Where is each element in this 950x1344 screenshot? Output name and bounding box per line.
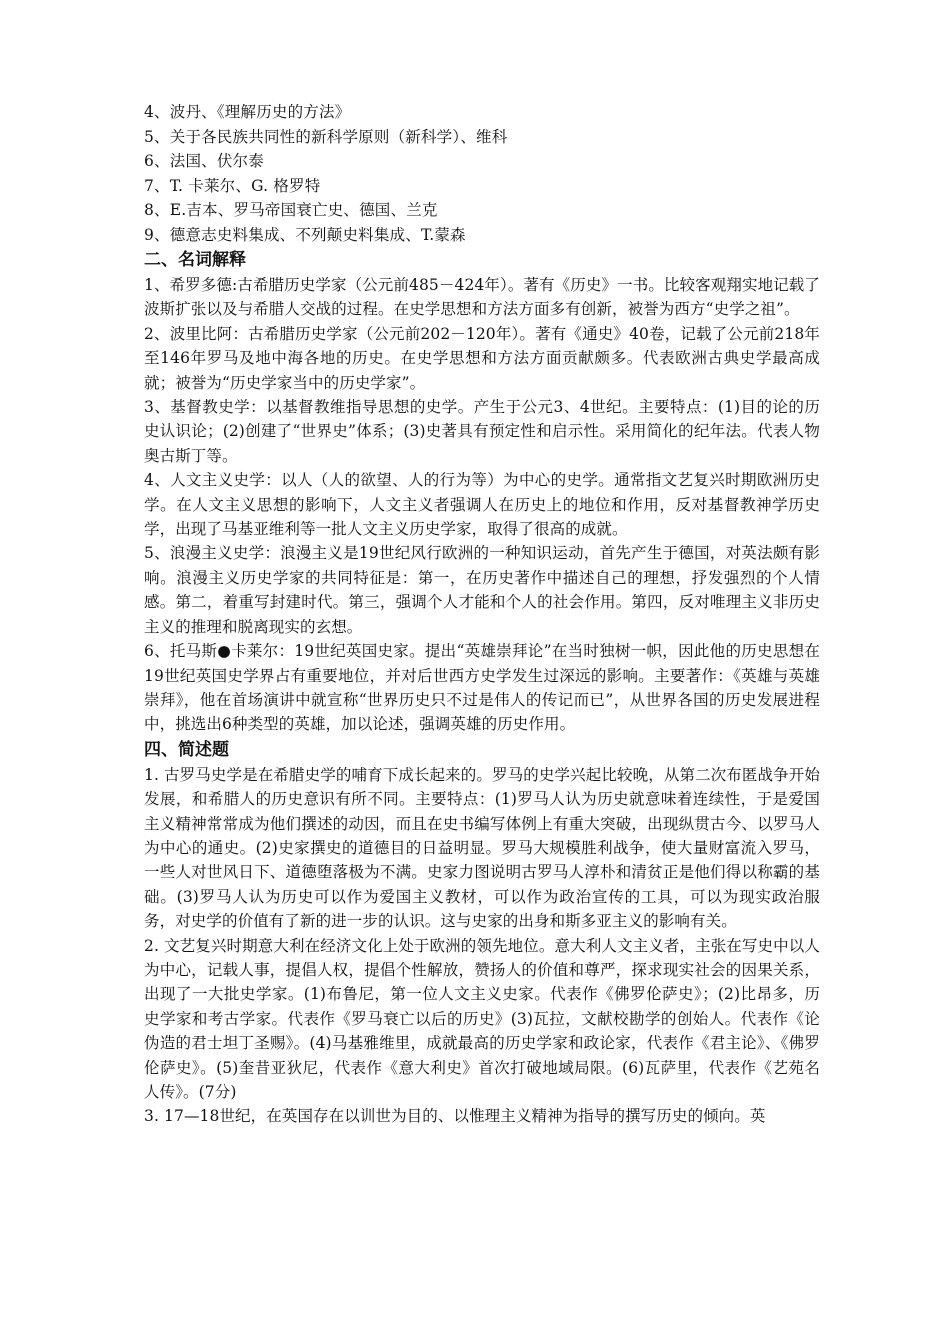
term-herodotus: 1、希罗多德:古希腊历史学家（公元前485－424年）。著有《历史》一书。比较客观翔实地记载了波斯扩张以及与希腊人交战的过程。在史学思想和方法方面多有创新，被誉为西方“史学之祖”。	[144, 276, 820, 319]
list-item-5: 5、关于各民族共同性的新科学原则（新科学）、维科	[144, 127, 508, 146]
term-romantic-historiography: 5、浪漫主义史学：浪漫主义是19世纪风行欧洲的一种知识运动，首先产生于德国，对英法颇有影响。浪漫主义历史学家的共同特征是：第一，在历史著作中描述自己的理想，抒发强烈的个人情感。第二，着重写封建时代。第三，强调个人才能和个人的社会作用。第四，反对唯理主义非历史主义的推理和脱离现实的玄想。	[144, 544, 820, 636]
list-item-6: 6、法国、伏尔泰	[144, 152, 264, 170]
list-item-7: 7、T. 卡莱尔、G. 格罗特	[144, 176, 321, 195]
term-humanist-historiography: 4、人文主义史学：以人（人的欲望、人的行为等）为中心的史学。通常指文艺复兴时期欧洲历史学。在人文主义思想的影响下，人文主义者强调人在历史上的地位和作用，反对基督教神学历史学，出现了马基亚维利等一批人文主义历史学家，取得了很高的成就。	[144, 471, 820, 539]
list-item-4: 4、波丹、《理解历史的方法》	[144, 103, 351, 121]
term-christian-historiography: 3、基督教史学：以基督教维指导思想的史学。产生于公元3、4世纪。主要特点：(1)目的论的历史认识论；(2)创建了“世界史”体系；(3)史著具有预定性和启示性。采用简化的纪年法。代表人物奥古斯丁等。	[144, 398, 820, 465]
list-item-8: 8、E.吉本、罗马帝国衰亡史、德国、兰克	[144, 201, 438, 219]
answer-england-17-18c: 3. 17—18世纪，在英国存在以训世为目的、以惟理主义精神为指导的撰写历史的倾向。英	[144, 1107, 766, 1126]
section-title-terms: 二、名词解释	[144, 250, 246, 270]
term-polybius: 2、波里比阿：古希腊历史学家（公元前202－120年）。著有《通史》40卷，记载了公元前218年至146年罗马及地中海各地的历史。在史学思想和方法方面贡献颇多。代表欧洲古典史学最高成就；被誉为“历史学家当中的历史学家”。	[144, 324, 820, 392]
answer-roman-historiography: 1. 古罗马史学是在希腊史学的哺育下成长起来的。罗马的史学兴起比较晚，从第二次布匿战争开始发展，和希腊人的历史意识有所不同。主要特点：(1)罗马人认为历史就意味着连续性，于是爱国主义精神常常成为他们撰述的动因，而且在史书编写体例上有重大突破，出现纵贯古今、以罗马人为中心的通史。(2)史家撰史的道德目的日益明显。罗马大规模胜利战争，使大量财富流入罗马，一些人对世风日下、道德堕落极为不满。史家力图说明古罗马人淳朴和清贫正是他们得以称霸的基础。(3)罗马人认为历史可以作为爱国主义教材，可以作为政治宣传的工具，可以为现实政治服务，对史学的价值有了新的进一步的认识。这与史家的出身和斯多亚主义的影响有关。	[144, 765, 820, 931]
answer-renaissance-italy: 2. 文艺复兴时期意大利在经济文化上处于欧洲的领先地位。意大利人文主义者，主张在写史中以人为中心，记载人事，提倡人权，提倡个性解放，赞扬人的价值和尊严，探求现实社会的因果关系，出现了一大批史学家。(1)布鲁尼，第一位人文主义史家。代表作《佛罗伦萨史》；(2)比昂多，历史学家和考古学家。代表作《罗马衰亡以后的历史》(3)瓦拉，文献校勘学的创始人。代表作《论伪造的君士坦丁圣赐》。(4)马基雅维里，成就最高的历史学家和政论家，代表作《君主论》、《佛罗伦萨史》。(5)奎昔亚狄尼，代表作《意大利史》首次打破地域局限。(6)瓦萨里，代表作《艺苑名人传》。(7分)	[144, 936, 820, 1101]
list-item-9: 9、德意志史料集成、不列颠史料集成、T.蒙森	[144, 225, 466, 244]
term-carlyle: 6、托马斯●卡莱尔：19世纪英国史家。提出“英雄崇拜论”在当时独树一帜，因此他的历史思想在19世纪英国史学界占有重要地位，并对后世西方史学发生过深远的影响。主要著作：《英雄与英雄崇拜》，他在首场演讲中就宣称“世界历史只不过是伟人的传记而已”，从世界各国的历史发展进程中，挑选出6种类型的英雄，加以论述，强调英雄的历史作用。	[144, 642, 820, 734]
section-title-short-answers: 四、简述题	[144, 739, 229, 760]
document-page	[144, 100, 820, 1129]
